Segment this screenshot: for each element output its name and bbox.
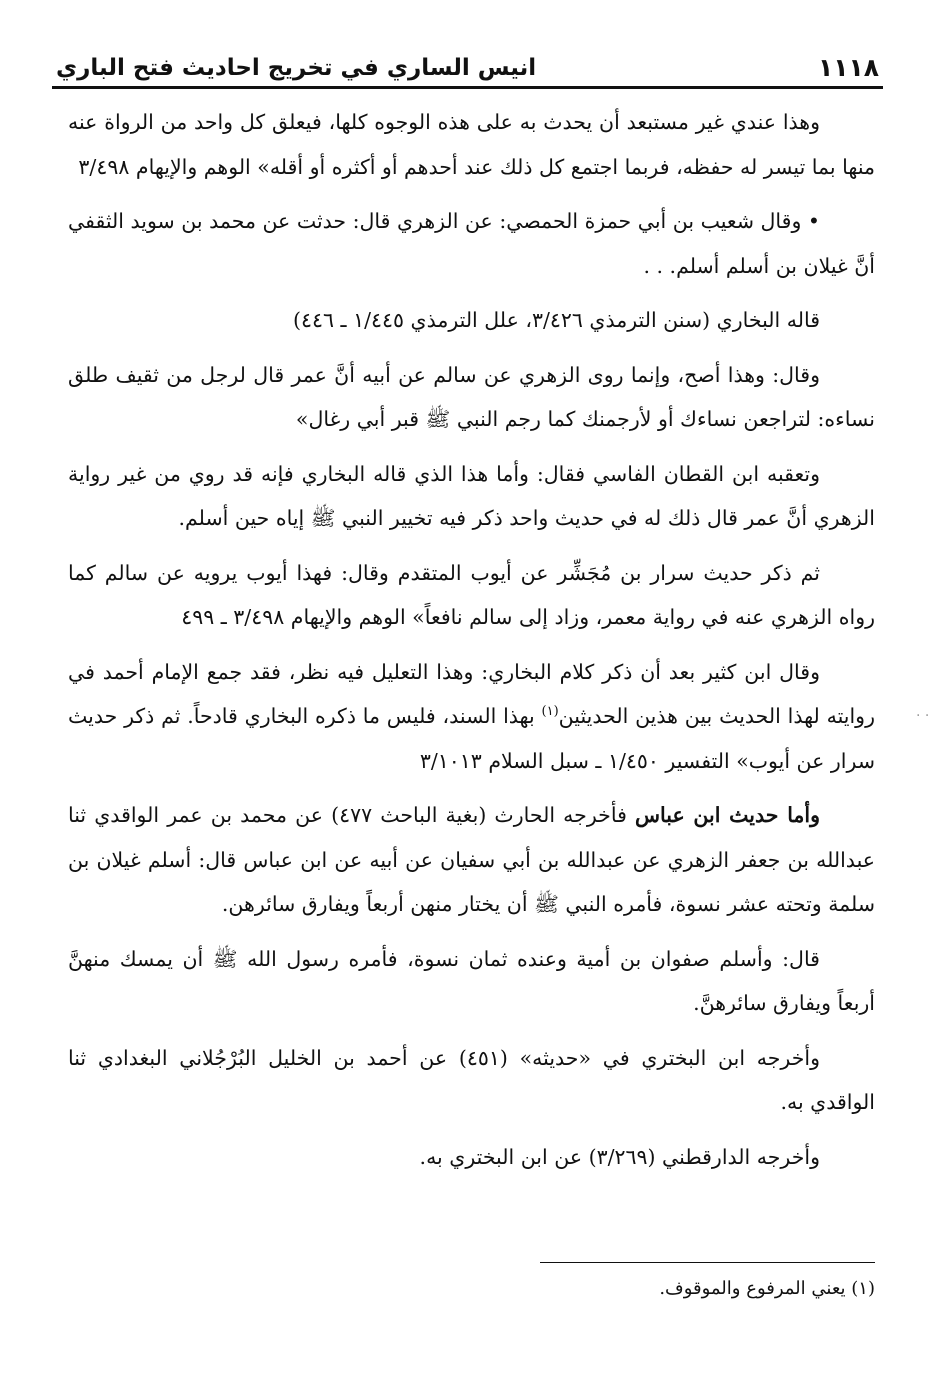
footnote-rule bbox=[540, 1262, 875, 1263]
page-header bbox=[56, 40, 879, 84]
paragraph-9: قال: وأسلم صفوان بن أمية وعنده ثمان نسوة، فأمره رسول الله ﷺ أن يمسك منهنَّ أربعاً ويفارق سائرهنَّ. bbox=[68, 946, 875, 1015]
paragraph-7 bbox=[68, 650, 875, 784]
paragraph-7-part-2: بهذا السند، فليس ما ذكره البخاري قادحاً. ثم ذكر حديث سرار عن أيوب» التفسير ١/٤٥٠ ـ سبل السلام ٣/١٠١٣ bbox=[68, 704, 875, 773]
margin-speck: · · bbox=[916, 708, 930, 724]
body-text bbox=[68, 100, 875, 1189]
paragraph-6: ثم ذكر حديث سرار بن مُجَشِّر عن أيوب المتقدم وقال: فهذا أيوب يرويه عن سالم كما رواه الزهري عنه في رواية معمر، وزاد إلى سالم نافعاً» الوهم والإيهام ٣/٤٩٨ ـ ٤٩٩ bbox=[68, 560, 875, 629]
footnote-text: يعني المرفوع والموقوف. bbox=[659, 1278, 846, 1299]
footnote-mark: (١) bbox=[851, 1278, 875, 1299]
paragraph-2: • وقال شعيب بن أبي حمزة الحمصي: عن الزهري قال: حدثت عن محمد بن سويد الثقفي أنَّ غيلان بن أسلم أسلم. . . bbox=[68, 209, 875, 278]
paragraph-7-part-1: وقال ابن كثير بعد أن ذكر كلام البخاري: وهذا التعليل فيه نظر، فقد جمع الإمام أحمد في روايته لهذا الحديث بين هذين الحديثين bbox=[68, 659, 875, 728]
running-title: انيس الساري في تخريج احاديث فتح الباري bbox=[56, 55, 537, 81]
header-rule bbox=[52, 86, 883, 89]
paragraph-8 bbox=[68, 793, 875, 927]
paragraph-1: وهذا عندي غير مستبعد أن يحدث به على هذه الوجوه كلها، فيعلق كل واحد من الرواة عنه منها بما تيسر له حفظه، فربما اجتمع كل ذلك عند أحدهم أو أكثره أو أقله» الوهم والإيهام ٣/٤٩٨ bbox=[68, 110, 875, 179]
page-number: ١١١٨ bbox=[817, 53, 879, 82]
paragraph-8-lead: وأما حديث ابن عباس bbox=[635, 803, 821, 827]
paragraph-10: وأخرجه ابن البختري في «حديثه» (٤٥١) عن أحمد بن الخليل البُرْجُلاني البغدادي ثنا الواقدي به. bbox=[68, 1045, 875, 1114]
paragraph-8-text: فأخرجه الحارث (بغية الباحث ٤٧٧) عن محمد بن عمر الواقدي ثنا عبدالله بن جعفر الزهري عن عبدالله بن أبي سفيان عن أبيه عن ابن عباس قال: أسلم غيلان بن سلمة وتحته عشر نسوة، فأمره النبي ﷺ أن يختار منهن أربعاً ويفارق سائرهن. bbox=[68, 803, 875, 916]
paragraph-11: وأخرجه الدارقطني (٣/٢٦٩) عن ابن البختري به. bbox=[419, 1144, 820, 1169]
paragraph-3: قاله البخاري (سنن الترمذي ٣/٤٢٦، علل الترمذي ١/٤٤٥ ـ ٤٤٦) bbox=[292, 308, 820, 332]
paragraph-4: وقال: وهذا أصح، وإنما روى الزهري عن سالم عن أبيه أنَّ عمر قال لرجل من ثقيف طلق نساءه: لتراجعن نساءك أو لأرجمنك كما رجم النبي ﷺ قبر أبي رغال» bbox=[68, 362, 875, 431]
paragraph-5: وتعقبه ابن القطان الفاسي فقال: وأما هذا الذي قاله البخاري فإنه قد روي من غير رواية الزهري أنَّ عمر قال ذلك له في حديث واحد ذكر فيه تخيير النبي ﷺ إياه حين أسلم. bbox=[68, 461, 875, 530]
footnote bbox=[68, 1270, 875, 1308]
footnote-reference: (١) bbox=[541, 704, 559, 720]
